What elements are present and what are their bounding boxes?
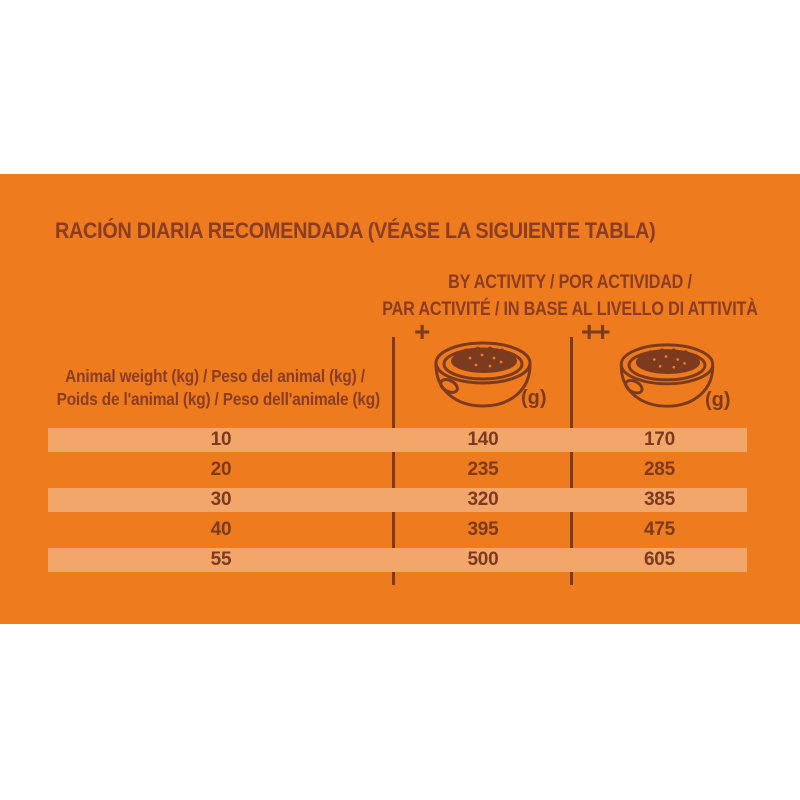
food-bowl-icon [432,338,534,417]
high-activity-plus-label: ++ [581,316,608,347]
grams-unit-label: (g) [705,389,731,411]
table-row [48,428,747,452]
plus-activity-cell: 395 [467,519,499,540]
table-row [48,548,747,572]
activity-header-line1: BY ACTIVITY / POR ACTIVIDAD / [448,272,692,293]
table-row [48,512,747,548]
plus-activity-cell: 235 [467,459,499,480]
weight-header-line2: Poids de l'animal (kg) / Peso dell'animale (kg) [56,389,380,409]
animal-weight-header [56,365,380,411]
weight-header-line1: Animal weight (kg) / Peso del animal (kg) / [65,366,365,386]
grams-unit-label: (g) [521,387,547,409]
plusplus-activity-cell: 385 [643,489,676,510]
weight-cell: 40 [210,519,232,540]
table-row [48,452,747,488]
plusplus-activity-cell: 285 [643,459,676,480]
feeding-table [48,428,747,572]
plus-activity-cell: 320 [467,489,499,510]
panel-title: RACIÓN DIARIA RECOMENDADA (VÉASE LA SIGUIENTE TABLA) [55,218,656,243]
plus-activity-cell: 140 [467,429,499,450]
plusplus-activity-cell: 170 [643,429,676,450]
plus-activity-cell: 500 [467,549,499,570]
low-activity-plus-label: + [414,316,428,347]
activity-header [366,269,774,323]
weight-cell: 30 [210,489,232,510]
activity-header-line2: PAR ACTIVITÉ / IN BASE AL LIVELLO DI ATTIVITÀ [382,299,758,320]
weight-cell: 10 [210,429,232,450]
weight-cell: 20 [210,459,232,480]
plusplus-activity-cell: 605 [643,549,676,570]
plusplus-activity-cell: 475 [643,519,676,540]
food-bowl-icon [616,340,718,417]
feeding-guide-panel [0,174,800,624]
table-row [48,488,747,512]
weight-cell: 55 [210,549,232,570]
